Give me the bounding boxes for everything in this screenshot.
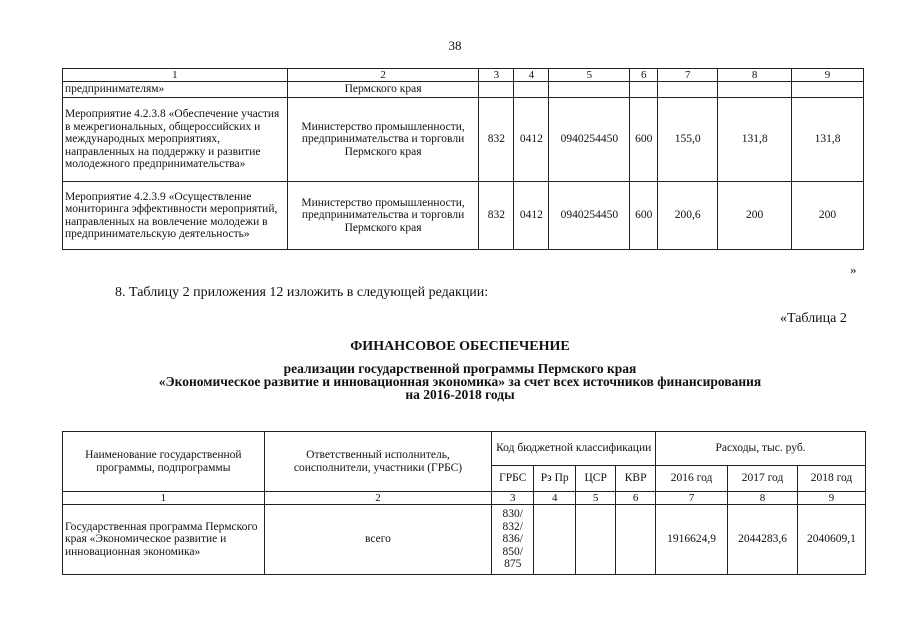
header-grbs: ГРБС: [492, 466, 534, 492]
header-num-3: 3: [479, 69, 514, 82]
col-num-6: 6: [616, 492, 656, 505]
header-num-4: 4: [514, 69, 549, 82]
subtitle-line-3: на 2016-2018 годы: [405, 387, 515, 402]
cell-kvr: 600: [630, 182, 658, 250]
col-num-8: 8: [728, 492, 798, 505]
cell-kvr: 600: [630, 98, 658, 182]
cell-2016: 200,6: [658, 182, 718, 250]
cell-grbs: [492, 505, 534, 575]
grbs-line: 850/: [502, 545, 523, 558]
cell-grbs: 832: [479, 182, 514, 250]
page-number: 38: [448, 38, 462, 53]
grbs-line: 830/: [502, 508, 523, 521]
cell-csr: [549, 82, 630, 98]
cell-responsible: Министерство промышленности, предпринимательства и торговли Пермского края: [287, 182, 479, 250]
cell-rzpr: 0412: [514, 98, 549, 182]
cell-2016: 1916624,9: [656, 505, 728, 575]
cell-2018: 131,8: [792, 98, 864, 182]
table-1: [62, 68, 864, 250]
grbs-line: 875: [504, 558, 522, 571]
header-program-name: Наименование государственной программы, подпрограммы: [63, 432, 265, 492]
table-1-header-row: [63, 69, 864, 82]
header-2017: 2017 год: [728, 466, 798, 492]
header-num-1: 1: [63, 69, 288, 82]
header-num-7: 7: [658, 69, 718, 82]
cell-kvr: [616, 505, 656, 575]
table-2: [62, 431, 866, 575]
table-label: «Таблица 2: [780, 311, 847, 326]
cell-2017: 131,8: [718, 98, 792, 182]
table-2-header-row: [63, 432, 866, 466]
cell-2017: 2044283,6: [728, 505, 798, 575]
col-num-2: 2: [264, 492, 492, 505]
header-2018: 2018 год: [797, 466, 865, 492]
cell-2017: [718, 82, 792, 98]
header-budget-code: Код бюджетной классификации: [492, 432, 656, 466]
cell-2018: [792, 82, 864, 98]
cell-name: предпринимателям»: [63, 82, 288, 98]
cell-2016: 155,0: [658, 98, 718, 182]
cell-2018: 200: [792, 182, 864, 250]
cell-kvr: [630, 82, 658, 98]
cell-2018: 2040609,1: [797, 505, 865, 575]
header-2016: 2016 год: [656, 466, 728, 492]
col-num-3: 3: [492, 492, 534, 505]
cell-csr: [576, 505, 616, 575]
subtitle-line-2: «Экономическое развитие и инновационная экономика» за счет всех источников финансирования: [158, 374, 762, 389]
col-num-4: 4: [534, 492, 576, 505]
header-num-9: 9: [792, 69, 864, 82]
cell-2016: [658, 82, 718, 98]
cell-csr: 0940254450: [549, 98, 630, 182]
cell-grbs: [479, 82, 514, 98]
cell-responsible: Министерство промышленности, предпринимательства и торговли Пермского края: [287, 98, 479, 182]
document-title: ФИНАНСОВОЕ ОБЕСПЕЧЕНИЕ: [350, 339, 570, 354]
grbs-line: 836/: [502, 533, 523, 546]
header-kvr: КВР: [616, 466, 656, 492]
table-row: [63, 182, 864, 250]
closing-quote: »: [850, 262, 857, 277]
col-num-1: 1: [63, 492, 265, 505]
table-row: [63, 505, 866, 575]
subtitle-line-1: реализации государственной программы Пермского края: [283, 361, 637, 376]
col-num-9: 9: [797, 492, 865, 505]
header-num-8: 8: [718, 69, 792, 82]
cell-2017: 200: [718, 182, 792, 250]
header-num-2: 2: [287, 69, 479, 82]
cell-grbs: 832: [479, 98, 514, 182]
table-2-number-row: [63, 492, 866, 505]
cell-rzpr: [534, 505, 576, 575]
grbs-line: 832/: [502, 520, 523, 533]
cell-csr: 0940254450: [549, 182, 630, 250]
header-rzpr: Рз Пр: [534, 466, 576, 492]
header-responsible: Ответственный исполнитель, соисполнители, участники (ГРБС): [264, 432, 492, 492]
cell-responsible: всего: [264, 505, 492, 575]
header-expenses: Расходы, тыс. руб.: [656, 432, 866, 466]
instruction-text: 8. Таблицу 2 приложения 12 изложить в следующей редакции:: [115, 285, 489, 300]
cell-name: Мероприятие 4.2.3.8 «Обеспечение участия в межрегиональных, общероссийских и международных мероприятиях, направленных на поддержку и развитие молодежного предпринимательства»: [63, 98, 288, 182]
header-num-5: 5: [549, 69, 630, 82]
table-row: [63, 98, 864, 182]
cell-rzpr: 0412: [514, 182, 549, 250]
header-csr: ЦСР: [576, 466, 616, 492]
col-num-5: 5: [576, 492, 616, 505]
cell-name: Мероприятие 4.2.3.9 «Осуществление мониторинга эффективности мероприятий, направленных на вовлечение молодежи в предпринимательскую деятельность»: [63, 182, 288, 250]
cell-responsible: Пермского края: [287, 82, 479, 98]
cell-program-name: Государственная программа Пермского края «Экономическое развитие и инновационная экономика»: [63, 505, 265, 575]
col-num-7: 7: [656, 492, 728, 505]
table-row: [63, 82, 864, 98]
header-num-6: 6: [630, 69, 658, 82]
cell-rzpr: [514, 82, 549, 98]
